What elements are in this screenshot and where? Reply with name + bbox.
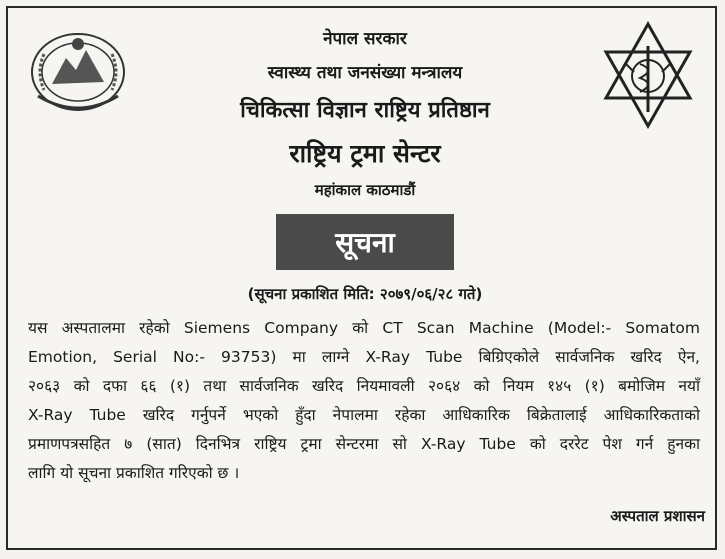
nepal-government-emblem-icon <box>24 24 132 116</box>
body-line: X-Ray Tube खरिद गर्नुपर्ने भएको हुँदा नेपालमा रहेका आधिकारिक बिक्रेतालाई आधिकारिकताको <box>28 406 700 424</box>
header-academy: चिकित्सा विज्ञान राष्ट्रिय प्रतिष्ठान <box>240 98 490 123</box>
header-government: नेपाल सरकार <box>323 29 407 49</box>
body-line: २०६३ को दफा ६६ (१) तथा सार्वजनिक खरिद नियमावली २०६४ को नियम १४५ (१) बमोजिम नयाँ <box>28 377 700 395</box>
signature: अस्पताल प्रशासन <box>610 507 705 525</box>
notice-body <box>28 314 700 488</box>
header-center-name: राष्ट्रिय ट्रमा सेन्टर <box>289 139 441 168</box>
publish-date: (सूचना प्रकाशित मिति: २०७९/०६/२८ गते) <box>247 285 483 303</box>
body-line: लागि यो सूचना प्रकाशित गरिएको छ । <box>28 464 240 482</box>
trauma-center-star-logo-icon <box>598 20 698 138</box>
body-line: Emotion, Serial No:- 93753) मा लाग्ने X-Ray Tube बिग्रिएकोले सार्वजनिक खरिद ऐन, <box>28 348 700 366</box>
header-location: महांकाल काठमाडौं <box>314 181 416 199</box>
notice-title: सूचना <box>276 214 454 270</box>
body-line: यस अस्पतालमा रहेको Siemens Company को CT Scan Machine (Model:- Somatom <box>28 319 700 337</box>
header-ministry: स्वास्थ्य तथा जनसंख्या मन्त्रालय <box>267 63 463 83</box>
body-line: प्रमाणपत्रसहित ७ (सात) दिनभित्र राष्ट्रिय ट्रमा सेन्टरमा सो X-Ray Tube को दररेट पेश गर्न हुनका <box>28 435 700 453</box>
